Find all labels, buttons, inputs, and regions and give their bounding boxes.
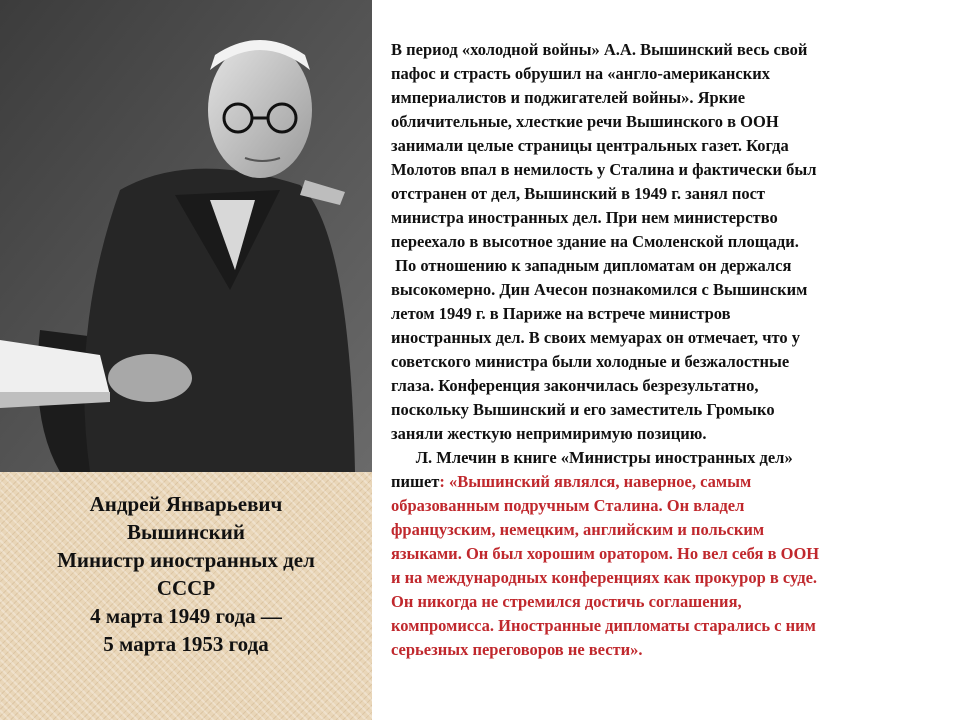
text-line — [391, 86, 951, 110]
quote-span: Он никогда не стремился достичь соглашения, — [391, 592, 742, 611]
portrait-illustration — [0, 0, 372, 472]
text-span: отстранен от дел, Вышинский в 1949 г. занял пост — [391, 184, 766, 203]
text-line — [391, 470, 951, 494]
quote-span: компромисса. Иностранные дипломаты старались с ним — [391, 616, 816, 635]
text-span: поскольку Вышинский и его заместитель Громыко — [391, 400, 775, 419]
text-line — [391, 206, 951, 230]
caption-line: 4 марта 1949 года — — [90, 604, 282, 628]
article-text — [391, 38, 951, 662]
text-line — [391, 62, 951, 86]
text-line — [391, 38, 951, 62]
text-line — [391, 494, 951, 518]
text-line — [391, 614, 951, 638]
text-span: занимали целые страницы центральных газет. Когда — [391, 136, 789, 155]
text-span: По отношению к западным дипломатам он держался — [391, 256, 792, 275]
text-line — [391, 422, 951, 446]
caption-line: Вышинский — [127, 520, 245, 544]
caption-line: Министр иностранных дел — [57, 548, 315, 572]
text-span: глаза. Конференция закончилась безрезультатно, — [391, 376, 759, 395]
quote-span: образованным подручным Сталина. Он владел — [391, 496, 745, 515]
text-line — [391, 158, 951, 182]
caption-line: СССР — [156, 576, 216, 600]
text-line — [391, 350, 951, 374]
text-line — [391, 518, 951, 542]
text-line — [391, 134, 951, 158]
text-line — [391, 638, 951, 662]
text-span: Л. Млечин в книге «Министры иностранных дел» — [391, 448, 793, 467]
text-span: иностранных дел. В своих мемуарах он отмечает, что у — [391, 328, 801, 347]
quote-span: и на международных конференциях как прокурор в суде. — [391, 568, 818, 587]
text-line — [391, 302, 951, 326]
text-line — [391, 590, 951, 614]
text-span: министра иностранных дел. При нем министерство — [391, 208, 778, 227]
text-line — [391, 254, 951, 278]
text-span: обличительные, хлесткие речи Вышинского в ООН — [391, 112, 779, 131]
text-span: Молотов впал в немилость у Сталина и фактически был — [391, 160, 817, 179]
text-span: советского министра были холодные и безжалостные — [391, 352, 790, 371]
text-line — [391, 446, 951, 470]
quote-span: французским, немецким, английским и польским — [391, 520, 765, 539]
text-span: летом 1949 г. в Париже на встрече министров — [391, 304, 731, 323]
text-span: переехало в высотное здание на Смоленской площади. — [391, 232, 799, 251]
text-line — [391, 278, 951, 302]
portrait-caption — [14, 490, 358, 658]
text-span: пафос и страсть обрушил на «англо-американских — [391, 64, 771, 83]
text-line — [391, 110, 951, 134]
text-span: высокомерно. Дин Ачесон познакомился с Вышинским — [391, 280, 808, 299]
caption-line: Андрей Январьевич — [89, 492, 283, 516]
text-line — [391, 542, 951, 566]
caption-line: 5 марта 1953 года — [103, 632, 269, 656]
portrait-photo — [0, 0, 372, 472]
quote-span: : «Вышинский являлся, наверное, самым — [439, 472, 752, 491]
text-line — [391, 182, 951, 206]
text-line — [391, 566, 951, 590]
text-line — [391, 374, 951, 398]
quote-span: языками. Он был хорошим оратором. Но вел себя в ООН — [391, 544, 820, 563]
text-span: империалистов и поджигателей войны». Яркие — [391, 88, 746, 107]
text-line — [391, 398, 951, 422]
text-span: пишет — [391, 472, 440, 491]
quote-span: серьезных переговоров не вести». — [391, 640, 643, 659]
text-line — [391, 230, 951, 254]
text-line — [391, 326, 951, 350]
text-span: заняли жесткую непримиримую позицию. — [391, 424, 707, 443]
caption-panel — [0, 472, 372, 720]
text-span: В период «холодной войны» А.А. Вышинский весь свой — [391, 40, 808, 59]
